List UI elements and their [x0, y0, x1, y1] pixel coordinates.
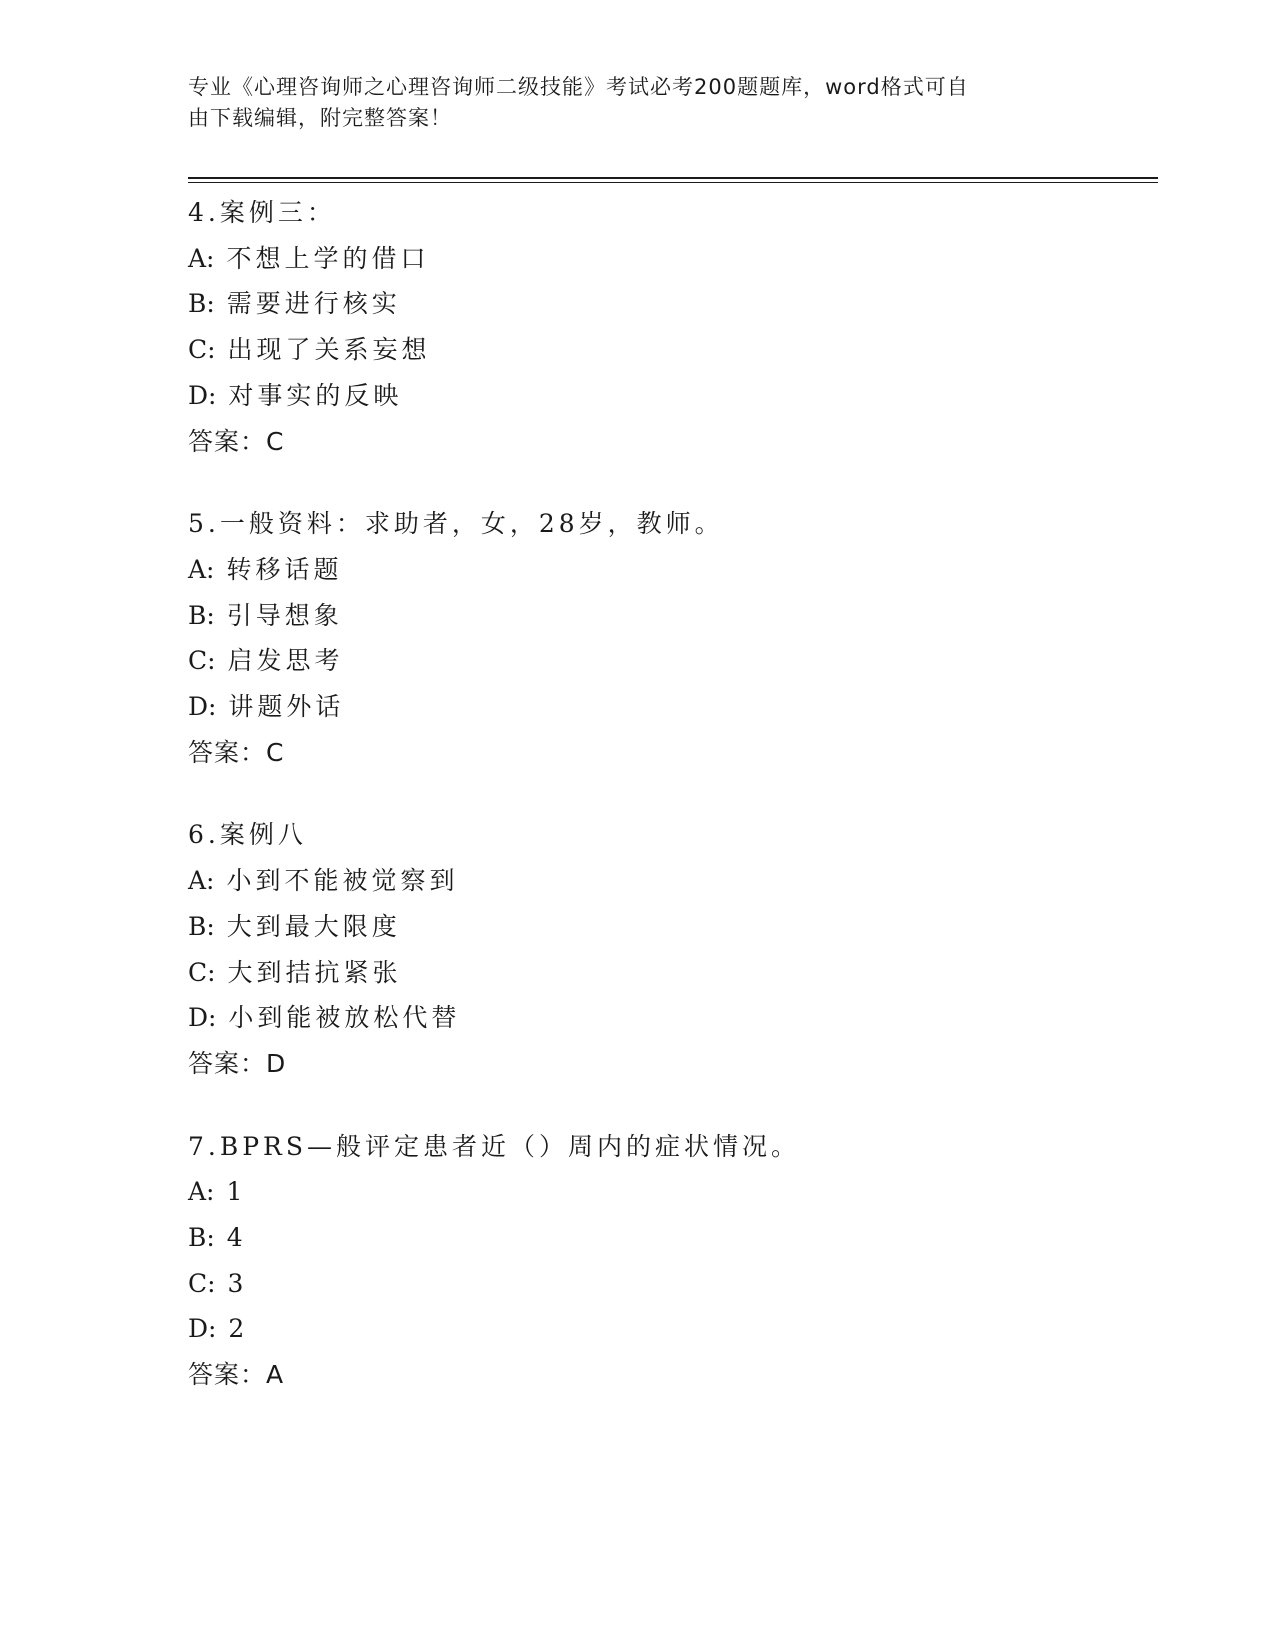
option-letter: D: — [188, 380, 217, 410]
question-stem: 6.案例八 — [188, 820, 307, 850]
question-stem: 4.案例三： — [188, 198, 336, 227]
option-b — [188, 281, 1148, 327]
option-text: 讲题外话 — [228, 692, 345, 722]
document-header — [188, 72, 1068, 134]
question-stem: 7.BPRS—般评定患者近（）周内的症状情况。 — [188, 1131, 800, 1161]
header-divider — [188, 177, 1158, 179]
answer-line: 答案：D — [188, 1048, 287, 1078]
question-item — [188, 501, 1148, 775]
header-line-2: 由下载编辑，附完整答案！ — [188, 106, 452, 130]
option-text: 大到拮抗紧张 — [227, 957, 402, 987]
option-text: 引导想象 — [226, 600, 343, 630]
option-a — [188, 1169, 1148, 1215]
option-letter: D: — [188, 692, 217, 722]
option-d — [188, 995, 1148, 1041]
option-d — [188, 1306, 1148, 1352]
option-letter: D: — [188, 1003, 217, 1033]
option-text: 3 — [227, 1268, 248, 1298]
question-item — [188, 190, 1148, 464]
option-c — [188, 638, 1148, 684]
header-divider-thin — [188, 182, 1158, 183]
answer-line: 答案：C — [188, 737, 285, 767]
option-letter: C: — [188, 1268, 216, 1298]
option-b — [188, 593, 1148, 639]
option-letter: A: — [188, 243, 215, 273]
option-text: 转移话题 — [226, 554, 343, 584]
option-letter: C: — [188, 957, 216, 987]
option-letter: C: — [188, 646, 216, 676]
option-a — [188, 547, 1148, 593]
option-text: 小到不能被觉察到 — [226, 866, 459, 896]
option-text: 对事实的反映 — [228, 380, 403, 410]
option-letter: A: — [188, 1177, 215, 1207]
option-c — [188, 1261, 1148, 1307]
option-letter: B: — [188, 911, 215, 941]
question-list — [188, 190, 1148, 1435]
option-d — [188, 684, 1148, 730]
option-text: 不想上学的借口 — [226, 243, 430, 273]
option-text: 小到能被放松代替 — [228, 1003, 461, 1033]
option-text: 1 — [226, 1177, 247, 1207]
option-d — [188, 373, 1148, 419]
option-letter: A: — [188, 554, 215, 584]
answer-line: 答案：A — [188, 1360, 285, 1390]
option-text: 启发思考 — [227, 646, 344, 676]
option-letter: A: — [188, 866, 215, 896]
option-text: 大到最大限度 — [226, 911, 401, 941]
option-a — [188, 858, 1148, 904]
option-text: 需要进行核实 — [226, 289, 401, 319]
question-stem: 5.一般资料：求助者，女，28岁，教师。 — [188, 509, 724, 539]
option-text: 出现了关系妄想 — [227, 335, 431, 365]
option-a — [188, 236, 1148, 282]
option-b — [188, 1215, 1148, 1261]
question-item — [188, 812, 1148, 1086]
answer-line: 答案：C — [188, 426, 285, 456]
option-b — [188, 904, 1148, 950]
option-letter: B: — [188, 289, 215, 319]
header-line-1: 专业《心理咨询师之心理咨询师二级技能》考试必考200题题库，word格式可自 — [188, 75, 969, 99]
option-letter: D: — [188, 1314, 217, 1344]
option-c — [188, 327, 1148, 373]
option-text: 2 — [228, 1314, 249, 1344]
question-item — [188, 1124, 1148, 1398]
option-text: 4 — [226, 1223, 247, 1253]
option-letter: B: — [188, 1223, 215, 1253]
option-c — [188, 950, 1148, 996]
option-letter: C: — [188, 335, 216, 365]
option-letter: B: — [188, 600, 215, 630]
